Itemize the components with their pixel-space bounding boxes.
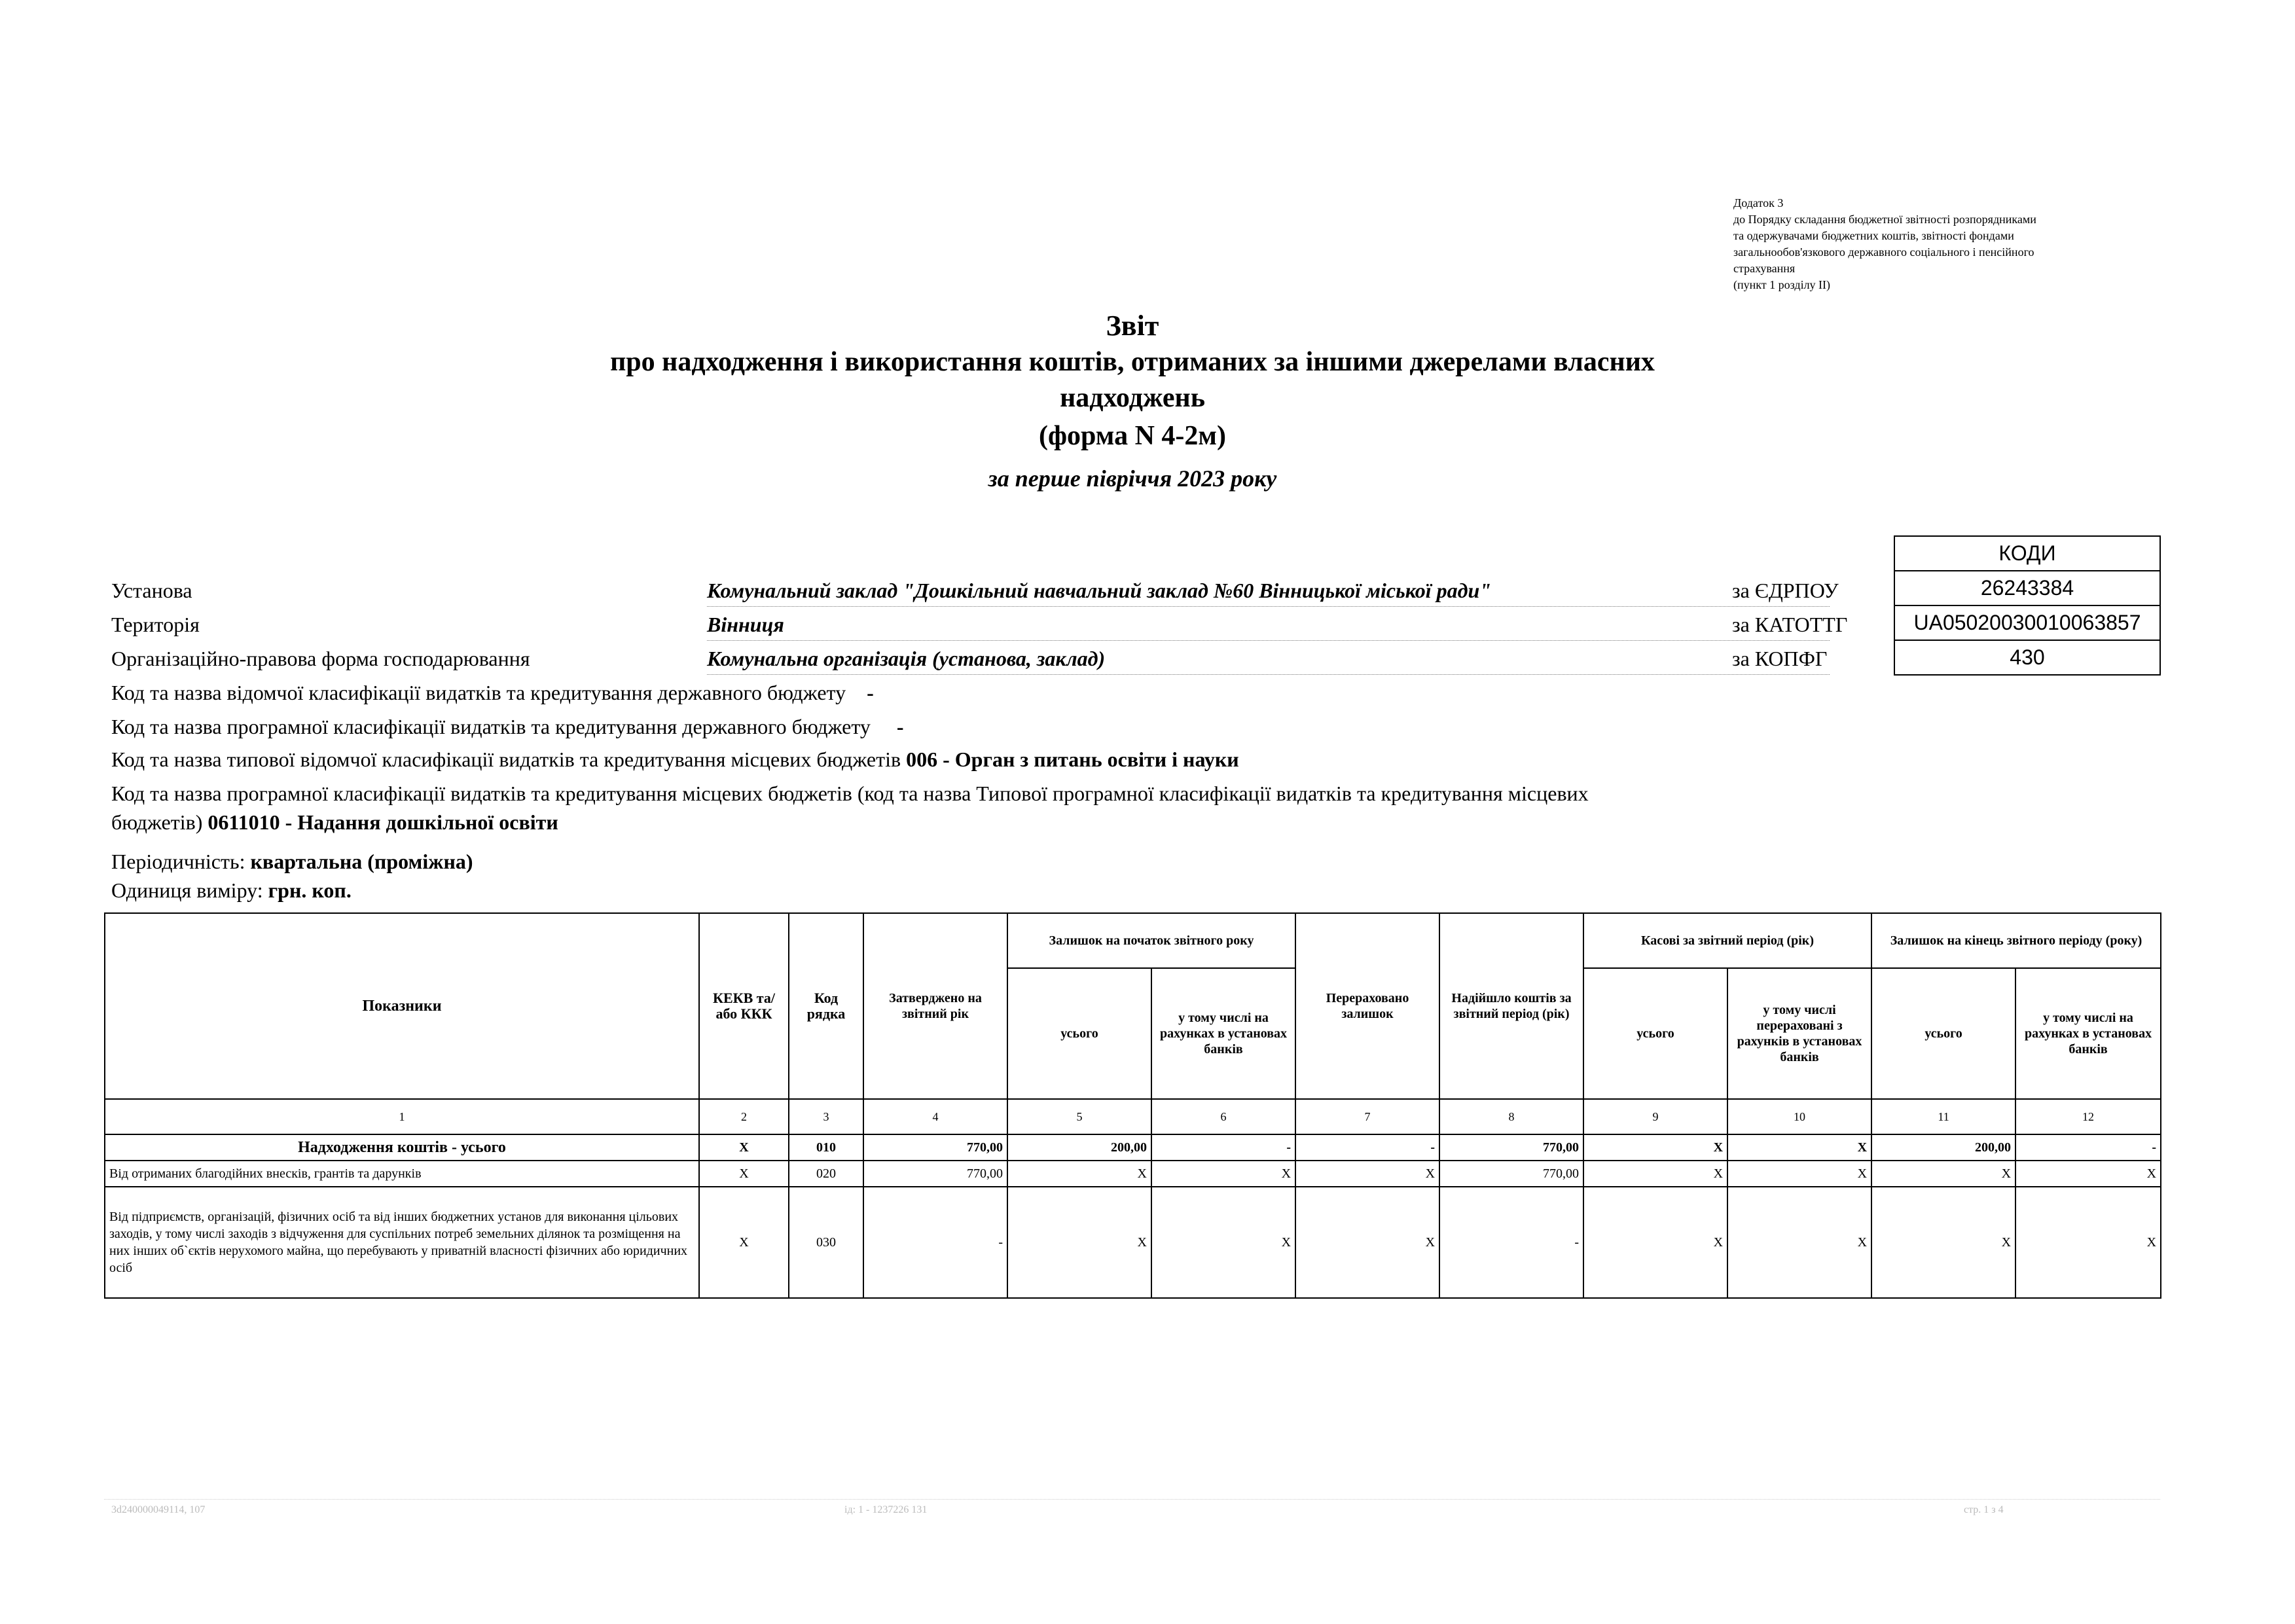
col-number: 7 <box>1295 1099 1439 1134</box>
appendix-line: та одержувачами бюджетних коштів, звітності фондами <box>1733 229 2014 242</box>
appendix-line: загальнообов'язкового державного соціального і пенсійного <box>1733 245 2034 259</box>
footer-right: стр. 1 з 4 <box>1964 1504 2004 1515</box>
cell-cash-transferred: X <box>1727 1134 1871 1161</box>
col-number: 12 <box>2015 1099 2161 1134</box>
cell-cash-total: X <box>1583 1161 1727 1187</box>
footer-left: 3d240000049114, 107 <box>111 1504 206 1515</box>
institution-label: Установа <box>111 579 192 602</box>
appendix-line: Додаток 3 <box>1733 196 1784 209</box>
cell-end-total: X <box>1871 1161 2015 1187</box>
header-cash-transferred: у тому числі перераховані з рахунків в установах банків <box>1727 968 1871 1099</box>
header-start-total: усього <box>1007 968 1151 1099</box>
dept-state-value: - <box>867 681 874 704</box>
header-indicators: Показники <box>105 913 699 1099</box>
table-row <box>105 1187 2161 1298</box>
col-number: 8 <box>1439 1099 1583 1134</box>
cell-cash-total: X <box>1583 1134 1727 1161</box>
column-number-row <box>105 1099 2161 1134</box>
prog-state-label: Код та назва програмної класифікації видатків та кредитування державного бюджету <box>111 715 871 738</box>
unit-line <box>111 878 352 903</box>
dept-state-line <box>111 681 874 705</box>
cell-row-code: 030 <box>789 1187 863 1298</box>
legal-form-value: Комунальна організація (установа, заклад) <box>707 647 1830 675</box>
cell-cash-total: X <box>1583 1187 1727 1298</box>
cell-approved: 770,00 <box>863 1134 1007 1161</box>
territory-value: Вінниця <box>707 613 1830 641</box>
appendix-line: страхування <box>1733 262 1796 275</box>
dept-local-label: Код та назва типової відомчої класифікації видатків та кредитування місцевих бюджетів <box>111 748 901 771</box>
col-number: 9 <box>1583 1099 1727 1134</box>
col-number: 11 <box>1871 1099 2015 1134</box>
header-balance-start: Залишок на початок звітного року <box>1007 913 1295 968</box>
territory-label: Територія <box>111 613 200 636</box>
cell-approved: - <box>863 1187 1007 1298</box>
row-name: Від отриманих благодійних внесків, грантів та дарунків <box>105 1161 699 1187</box>
row-name: Від підприємств, організацій, фізичних осіб та від інших бюджетних установ для виконання цільових заходів, у тому числі заходів з відчуження для суспільних потреб земельних ділянок та розміщення на них інших об`єктів нерухомого майна, що перебувають у приватній власності фізичних або юридичних осіб <box>105 1187 699 1298</box>
prog-local-value: 0611010 - Надання дошкільної освіти <box>208 810 558 834</box>
header-cash: Касові за звітний період (рік) <box>1583 913 1871 968</box>
report-period: за перше півріччя 2023 року <box>988 465 1277 492</box>
cell-kekv: X <box>699 1161 789 1187</box>
dept-local-value: 006 - Орган з питань освіти і науки <box>906 748 1239 771</box>
prog-state-line <box>111 715 904 739</box>
report-form-number: (форма N 4-2м) <box>1038 421 1226 451</box>
report-subtitle-cont: надходжень <box>1060 383 1205 413</box>
cell-kekv: X <box>699 1134 789 1161</box>
col-number: 5 <box>1007 1099 1151 1134</box>
cell-start-total: X <box>1007 1161 1151 1187</box>
cell-cash-transferred: X <box>1727 1187 1871 1298</box>
report-subtitle: про надходження і використання коштів, отриманих за іншими джерелами власних <box>610 347 1655 377</box>
dept-state-label: Код та назва відомчої класифікації видатків та кредитування державного бюджету <box>111 681 846 704</box>
table-row <box>105 1161 2161 1187</box>
cell-approved: 770,00 <box>863 1161 1007 1187</box>
unit-label: Одиниця виміру: <box>111 878 263 902</box>
appendix-line: (пункт 1 розділу II) <box>1733 278 1831 291</box>
cell-transferred: X <box>1295 1161 1439 1187</box>
prog-state-value: - <box>896 715 904 738</box>
col-number: 6 <box>1151 1099 1295 1134</box>
institution-value: Комунальний заклад "Дошкільний навчальний заклад №60 Вінницької міської ради" <box>707 579 1830 607</box>
cell-start-total: 200,00 <box>1007 1134 1151 1161</box>
col-number: 10 <box>1727 1099 1871 1134</box>
cell-start-in-banks: - <box>1151 1134 1295 1161</box>
cell-end-in-banks: X <box>2015 1161 2161 1187</box>
col-number: 2 <box>699 1099 789 1134</box>
katottg-label: за КАТОТТГ <box>1732 613 1848 636</box>
report-title-block <box>0 308 2265 492</box>
report-title: Звіт <box>1106 310 1159 342</box>
header-approved: Затверджено на звітний рік <box>863 913 1007 1099</box>
cell-row-code: 010 <box>789 1134 863 1161</box>
header-row-code: Код рядка <box>789 913 863 1099</box>
code-edrpou: 26243384 <box>1894 571 2160 605</box>
cell-cash-transferred: X <box>1727 1161 1871 1187</box>
cell-row-code: 020 <box>789 1161 863 1187</box>
cell-start-in-banks: X <box>1151 1161 1295 1187</box>
cell-end-total: X <box>1871 1187 2015 1298</box>
row-name: Надходження коштів - усього <box>105 1134 699 1161</box>
codes-table <box>1894 535 2161 676</box>
cell-transferred: X <box>1295 1187 1439 1298</box>
cell-start-in-banks: X <box>1151 1187 1295 1298</box>
cell-end-in-banks: X <box>2015 1187 2161 1298</box>
col-number: 4 <box>863 1099 1007 1134</box>
cell-received: 770,00 <box>1439 1134 1583 1161</box>
legal-form-label: Організаційно-правова форма господарювання <box>111 647 530 670</box>
header-cash-total: усього <box>1583 968 1727 1099</box>
appendix-line: до Порядку складання бюджетної звітності розпорядниками <box>1733 213 2036 226</box>
cell-received: - <box>1439 1187 1583 1298</box>
header-balance-end: Залишок на кінець звітного періоду (року) <box>1871 913 2161 968</box>
col-number: 3 <box>789 1099 863 1134</box>
periodicity-value: квартальна (проміжна) <box>250 850 473 873</box>
prog-local-label: Код та назва програмної класифікації видатків та кредитування місцевих бюджетів (код та назва Типової програмної класифікації видатків та кредитування місцевих бюджетів) <box>111 782 1589 834</box>
footer-rule <box>104 1499 2160 1500</box>
cell-transferred: - <box>1295 1134 1439 1161</box>
edrpou-label: за ЄДРПОУ <box>1732 579 1839 602</box>
cell-end-in-banks: - <box>2015 1134 2161 1161</box>
header-transferred: Перераховано залишок <box>1295 913 1439 1099</box>
code-katottg: UA05020030010063857 <box>1894 605 2160 640</box>
header-received: Надійшло коштів за звітний період (рік) <box>1439 913 1583 1099</box>
header-kekv: КЕКВ та/або ККК <box>699 913 789 1099</box>
code-kopfg: 430 <box>1894 640 2160 675</box>
report-table <box>104 912 2161 1299</box>
appendix-note <box>1733 195 2152 293</box>
col-number: 1 <box>105 1099 699 1134</box>
periodicity-label: Періодичність: <box>111 850 245 873</box>
cell-received: 770,00 <box>1439 1161 1583 1187</box>
cell-end-total: 200,00 <box>1871 1134 2015 1161</box>
header-end-total: усього <box>1871 968 2015 1099</box>
periodicity-line <box>111 850 473 874</box>
codes-header: КОДИ <box>1894 536 2160 571</box>
dept-local-line <box>111 748 1239 772</box>
unit-value: грн. коп. <box>268 878 352 902</box>
header-end-in-banks: у тому числі на рахунках в установах банків <box>2015 968 2161 1099</box>
prog-local-line <box>111 779 1597 837</box>
table-row <box>105 1134 2161 1161</box>
cell-start-total: X <box>1007 1187 1151 1298</box>
header-start-in-banks: у тому числі на рахунках в установах банків <box>1151 968 1295 1099</box>
cell-kekv: X <box>699 1187 789 1298</box>
footer-middle: ід: 1 - 1237226 131 <box>844 1504 928 1515</box>
kopfg-label: за КОПФГ <box>1732 647 1828 670</box>
